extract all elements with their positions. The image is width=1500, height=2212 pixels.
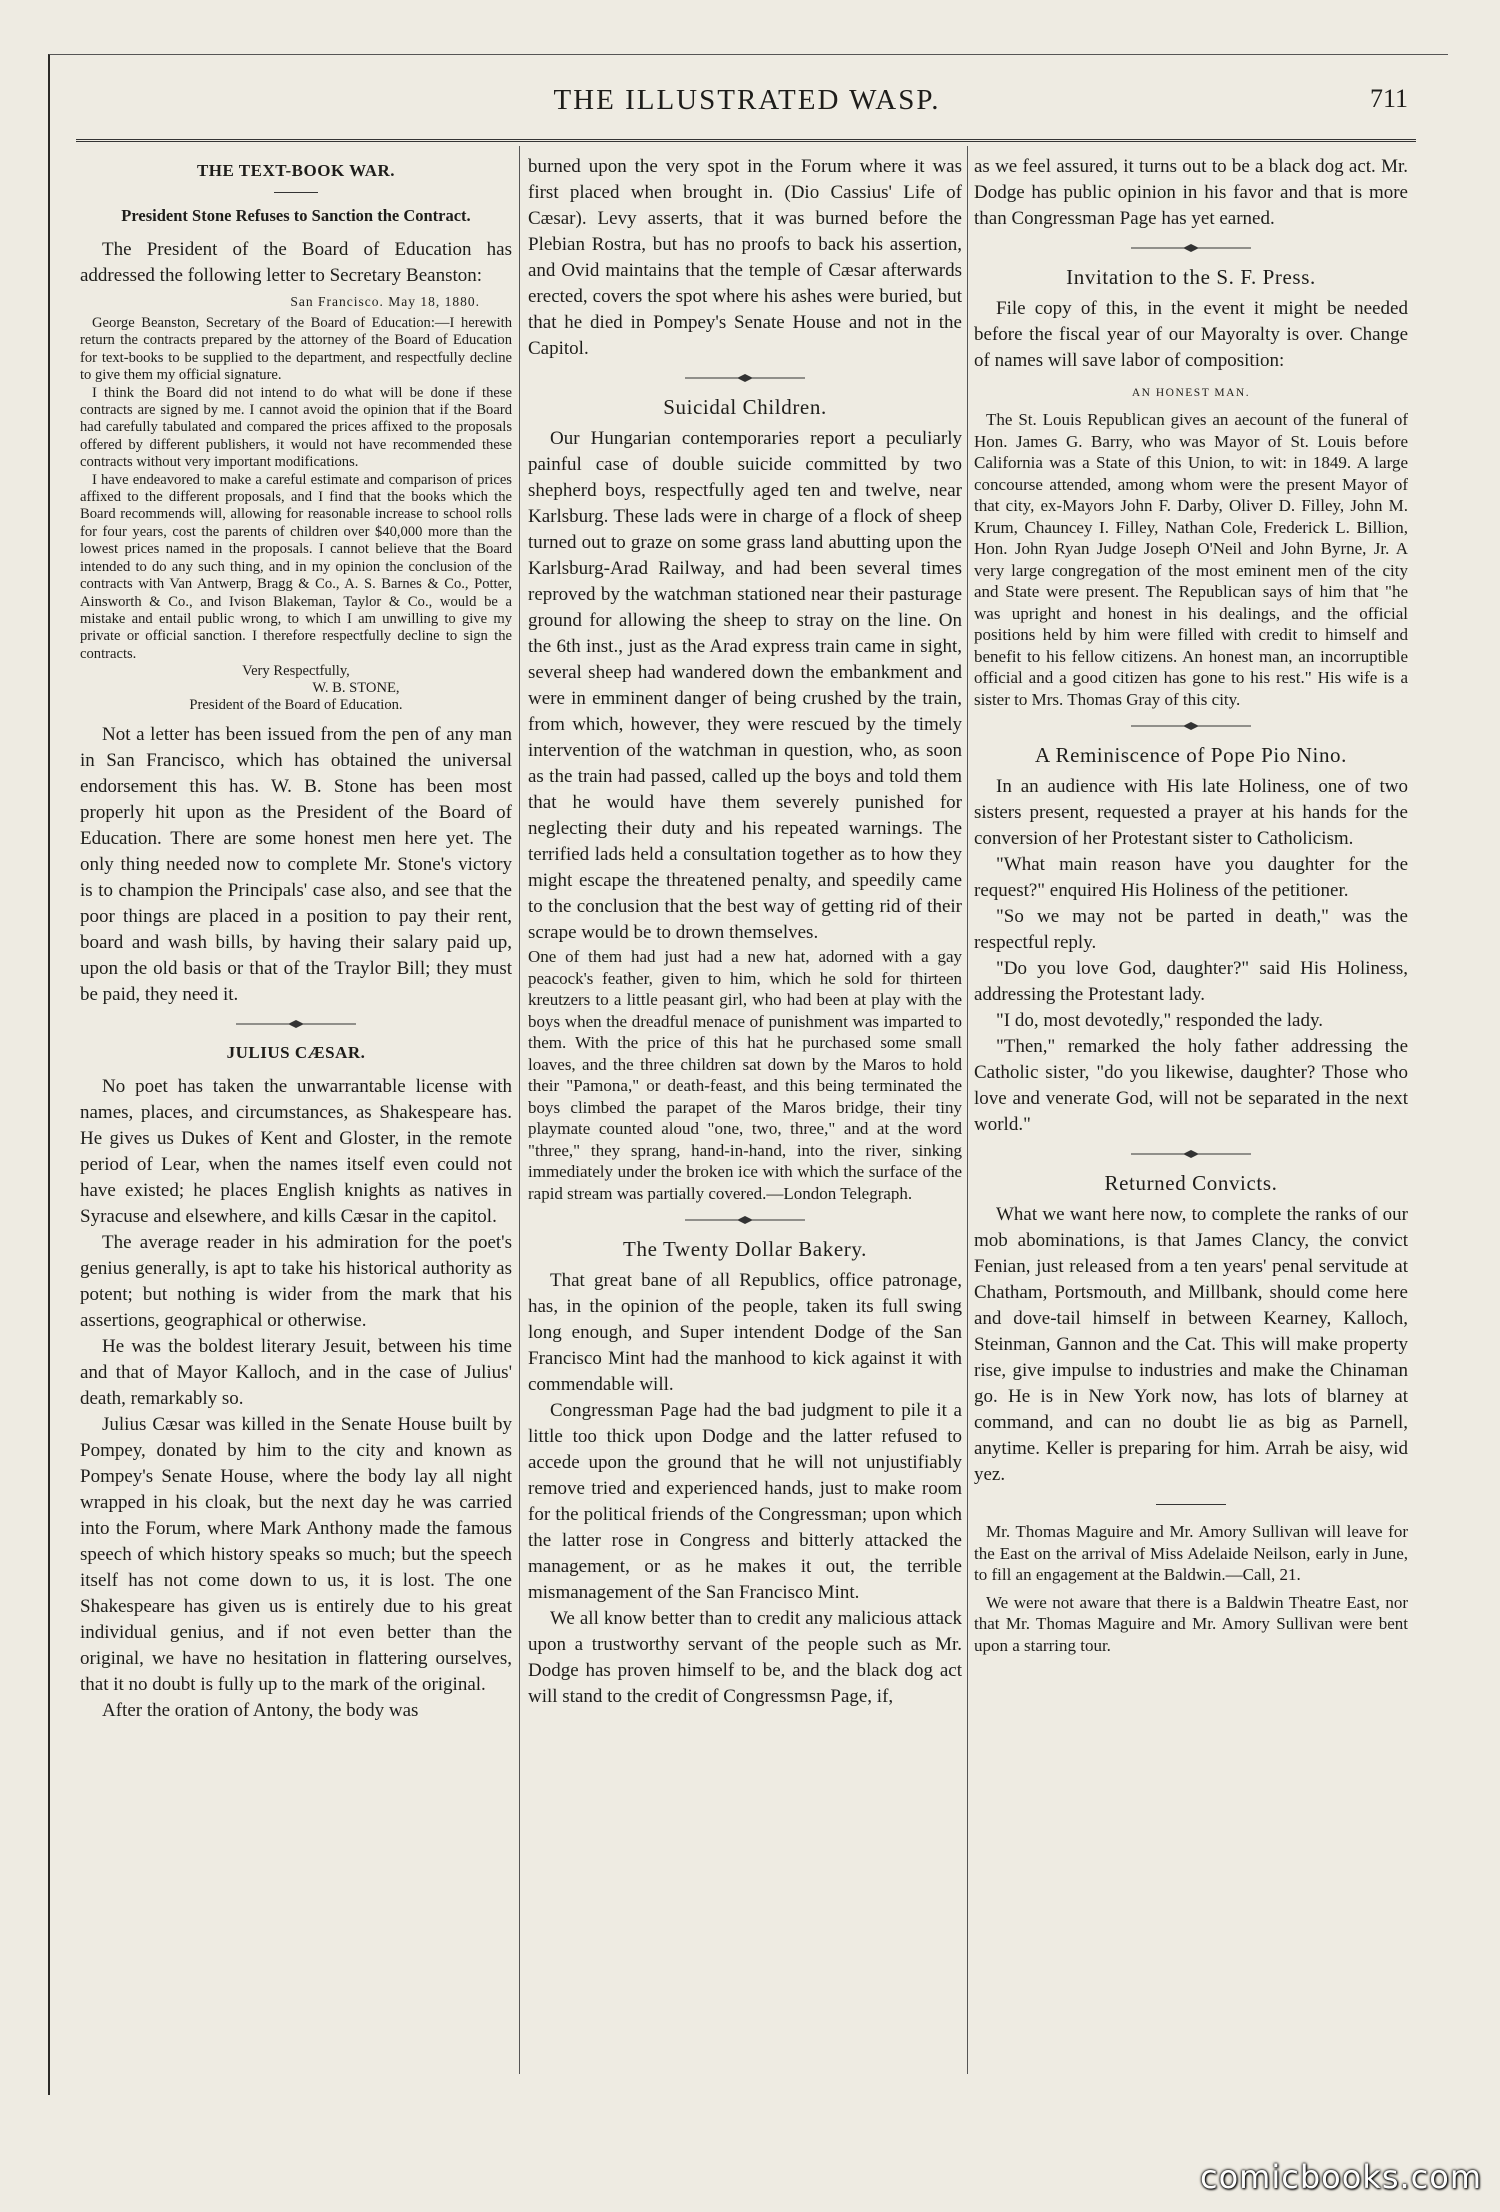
- paragraph: After the oration of Antony, the body was: [102, 1700, 419, 1722]
- paragraph: The President of the Board of Education has addressed the following letter to Secretary Beanston:: [80, 239, 512, 286]
- section-divider-ornament: [1131, 720, 1251, 732]
- paragraph: The average reader in his admiration for the poet's genius generally, is apt to take his historical authority as potent; but nothing is wider from the mark that his assertions, geographical or otherwise.: [80, 1232, 512, 1332]
- paragraph: Congressman Page had the bad judgment to pile it a little too thick upon Dodge and the latter refused to accede upon the ground that he will not unjustifiably remove tried and experienced hands, just to make room for the political friends of the Congressman; upon which the latter rose in Congress and bitterly attacked the management, or as he makes it out, the terrible mismanagement of the San Francisco Mint.: [528, 1400, 962, 1603]
- letter-closing: Very Respectfully,: [242, 663, 350, 680]
- letter-signature: W. B. STONE,: [312, 680, 400, 697]
- watermark: comicbooks.com: [1199, 2158, 1482, 2196]
- column-2: [528, 154, 962, 2064]
- masthead-title: THE ILLUSTRATED WASP.: [553, 84, 941, 116]
- paragraph: Our Hungarian contemporaries report a peculiarly painful case of double suicide committed by two shepherd boys, respectfully aged ten and twelve, near Karlsburg. These lads were in charge of a flock of sheep turned out to graze on some grass land abutting upon the Karlsburg-Arad Railway, and had been several times reproved by the watchman stationed near their pasturage ground for allowing the sheep to stray on the line. On the 6th inst., just as the Arad express train came in sight, several sheep had wandered down the embankment and were in emminent danger of being crushed by the train, from which, however, they were rescued by the timely intervention of the watchman in question, who, as soon as the train had passed, called up the boys and told them that he would have them severely punished for neglecting their duty and his repeated warnings. The terrified lads held a consultation together as to how they might escape the threatened penalty, and speedily came to the conclusion that the best way of getting rid of their scrape would be to drown themselves.: [528, 428, 962, 943]
- headline-twenty-dollar-bakery: The Twenty Dollar Bakery.: [623, 1237, 867, 1261]
- letter-office: President of the Board of Education.: [189, 697, 403, 714]
- paragraph: One of them had just had a new hat, adorned with a gay peacock's feather, given to him, which he sold for thirteen kreutzers to a little peasant girl, who had been at play with the boys when the dreadful menace of punishment was imparted to them. With the price of this hat he purchased some small loaves, and the three children sat down by the Maros to hold their "Pamona," or death-feast, and this being terminated the boys climbed the parapet of the Maros bridge, their tiny playmate counted aloud "one, two, three," and at the word "three," they sprang, hand-in-hand, into the river, sinking immediately under the broken ice with which the surface of the rapid stream was partially covered.—London Telegraph.: [528, 947, 962, 1203]
- paragraph: We all know better than to credit any malicious attack upon a trustworthy servant of the people such as Mr. Dodge has proven himself to be, and the black dog act will stand to the credit of Congressmsn Page, if,: [528, 1608, 962, 1707]
- paragraph: We were not aware that there is a Baldwin Theatre East, nor that Mr. Thomas Maguire and Mr. Amory Sullivan were bent upon a starring tour.: [974, 1592, 1408, 1655]
- paragraph: File copy of this, in the event it might be needed before the fiscal year of our Mayoralty is over. Change of names will save labor of composition:: [974, 298, 1408, 371]
- section-divider-ornament: [236, 1018, 356, 1030]
- headline-julius-caesar: JULIUS CÆSAR.: [226, 1043, 366, 1063]
- headline-text-book-war: THE TEXT-BOOK WAR.: [196, 161, 396, 180]
- paragraph: In an audience with His late Holiness, one of two sisters present, requested a prayer at his hands for the conversion of her Protestant sister to Catholicism.: [974, 776, 1408, 849]
- headline-invitation-sf-press: Invitation to the S. F. Press.: [1066, 265, 1316, 289]
- paragraph: Mr. Thomas Maguire and Mr. Amory Sullivan will leave for the East on the arrival of Miss Adelaide Neilson, early in June, to fill an engagement at the Baldwin.—Call, 21.: [974, 1522, 1408, 1584]
- subheadline: President Stone Refuses to Sanction the Contract.: [121, 206, 471, 225]
- section-divider-ornament: [1131, 242, 1251, 254]
- page-number: 711: [1369, 84, 1408, 113]
- column-divider: [967, 146, 968, 2074]
- paragraph: burned upon the very spot in the Forum where it was first placed when brought in. (Dio Cassius' Life of Cæsar). Levy asserts, that it was burned before the Plebian Rostra, but has no proofs to back his assertion, and Ovid maintains that the temple of Cæsar afterwards erected, covers the spot where his ashes were buried, but that he died in Pompey's Senate House and not in the Capitol.: [528, 156, 962, 359]
- headline-returned-convicts: Returned Convicts.: [1104, 1171, 1278, 1195]
- paragraph: "So we may not be parted in death," was the respectful reply.: [974, 906, 1408, 953]
- letter-paragraph: George Beanston, Secretary of the Board of Education:—I herewith return the contracts prepared by the attorney of the Board of Education for text-books to be supplied to the department, and respectfully decline to give them my official signature.: [80, 315, 512, 384]
- short-rule: [274, 192, 318, 193]
- masthead: [48, 84, 1446, 124]
- headline-suicidal-children: Suicidal Children.: [663, 395, 827, 419]
- paragraph: He was the boldest literary Jesuit, between his time and that of Mayor Kalloch, and in the case of Julius' death, remarkably so.: [80, 1336, 512, 1410]
- paragraph: What we want here now, to complete the ranks of our mob abominations, is that James Clancy, the convict Fenian, just released from a ten years' penal servitude at Chatham, Portsmouth, and Millbank, should come here and dove-tail himself in between Kearney, Kalloch, Steinman, Gannon and the Cat. This will make property rise, give impulse to industries and make the Chinaman go. He is in New York now, has lots of blarney at command, and can no doubt lie as big as Parnell, anytime. Keller is preparing for him. Arrah be aisy, wid yez.: [974, 1204, 1408, 1485]
- column-1: [80, 154, 512, 2064]
- column-divider: [519, 146, 520, 2074]
- letter-date: San Francisco. May 18, 1880.: [290, 294, 480, 309]
- column-3: [974, 154, 1408, 2064]
- short-rule: [1156, 1504, 1226, 1505]
- paragraph: "I do, most devotedly," responded the lady.: [996, 1010, 1324, 1031]
- paragraph: No poet has taken the unwarrantable license with names, places, and circumstances, as Shakespeare has. He gives us Dukes of Kent and Gloster, in the remote period of Lear, when the names itself even could not have existed; he places English knights as natives in Syracuse and elsewhere, and kills Cæsar in the capitol.: [80, 1076, 512, 1228]
- paragraph: Not a letter has been issued from the pen of any man in San Francisco, which has obtained the universal endorsement this has. W. B. Stone has been most properly hit upon as the President of the Board of Education. There are some honest men here yet. The only thing needed now to complete Mr. Stone's victory is to champion the Principals' case also, and see that the poor things are placed in a position to pay their rent, board and wash bills, by having their salary paid up, upon the old basis or that of the Traylor Bill; they must be paid, they need it.: [80, 724, 512, 1006]
- paragraph: "Then," remarked the holy father addressing the Catholic sister, "do you likewise, daughter? Those who love and venerate God, will not be separated in the next world.": [974, 1036, 1408, 1135]
- paragraph: as we feel assured, it turns out to be a black dog act. Mr. Dodge has public opinion in his favor and that is more than Congressman Page has yet earned.: [974, 156, 1408, 229]
- paragraph: The St. Louis Republican gives an aecount of the funeral of Hon. James G. Barry, who was Mayor of St. Louis before California was a State of this Union, to wit: in 1849. A large concourse attended, among whom were the present Mayor of that city, ex-Mayors John F. Darby, Oliver D. Filley, John M. Krum, Chauncey I. Filley, Nathan Cole, Frederick L. Billion, Hon. John Ryan Judge Joseph O'Neil and John Byrne, Jr. A very large congregation of the most eminent men of the city and State were present. The Republican says of him that "he was upright and honest in his dealings, and the official positions held by him were filled with credit to himself and benefit to his fellow citizens. An honest man, an incorruptible official and a good citizen has gone to his rest." His wife is a sister to Mrs. Thomas Gray of this city.: [974, 410, 1408, 709]
- masthead-rule: [76, 139, 1416, 142]
- paragraph: "Do you love God, daughter?" said His Holiness, addressing the Protestant lady.: [974, 958, 1408, 1005]
- letter-paragraph: I have endeavored to make a careful estimate and comparison of prices affixed to the different proposals, and I find that the books which the Board recommends will, allowing for reasonable increase to school rolls for four years, cost the parents of children over $40,000 more than the lowest prices named in the proposals. I cannot believe that the Board intended to do any such thing, and in my opinion the conclusion of the contracts with Van Antwerp, Bragg & Co., A. S. Barnes & Co., Potter, Ainsworth & Co., and Ivison Blakeman, Taylor & Co., would be a mistake and entail public wrong, to which I am unwilling to give my private or official sanction. I therefore respectfully decline to sign the contracts.: [80, 471, 512, 662]
- section-divider-ornament: [685, 1214, 805, 1226]
- section-divider-ornament: [685, 372, 805, 384]
- paragraph: Julius Cæsar was killed in the Senate House built by Pompey, donated by him to the city and known as Pompey's Senate House, where the body lay all night wrapped in his cloak, but the next day he was carried into the Forum, where Mark Anthony made the famous speech of which history speaks so much; but the speech itself has not come down to us, it is lost. The one Shakespeare has given us is entirely due to his great individual genius, and if not even better than the original, we have no hesitation in flattering ourselves, that it no doubt is fully up to the mark of the original.: [80, 1414, 512, 1696]
- headline-pope-pio-nino: A Reminiscence of Pope Pio Nino.: [1035, 743, 1347, 767]
- letter-paragraph: I think the Board did not intend to do what will be done if these contracts are signed by me. I cannot avoid the opinion that if the Board had carefully tabulated and compared the prices affixed to the proposals offered by different publishers, it would not have recommended these contracts without very important modifications.: [80, 384, 512, 471]
- paragraph: That great bane of all Republics, office patronage, has, in the opinion of the people, taken its full swing long enough, and Super intendent Dodge of the San Francisco Mint had the manhood to kick against it with commendable will.: [528, 1270, 962, 1395]
- caption-honest-man: AN HONEST MAN.: [1131, 387, 1251, 399]
- paragraph: "What main reason have you daughter for the request?" enquired His Holiness of the petitioner.: [974, 854, 1408, 901]
- section-divider-ornament: [1131, 1148, 1251, 1160]
